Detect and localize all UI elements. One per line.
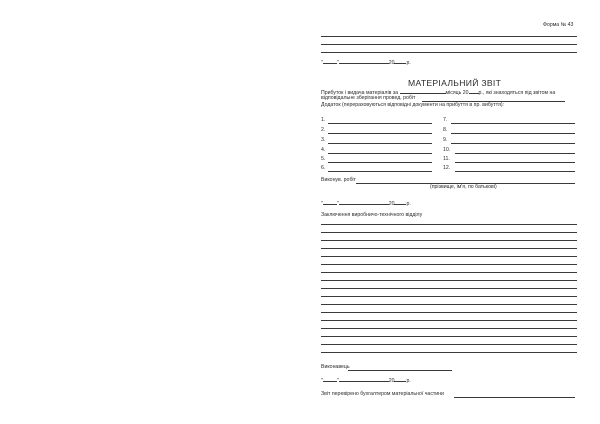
attachment-number: 7. [443, 117, 448, 123]
conclusion-line[interactable] [321, 264, 577, 265]
conclusion-line[interactable] [321, 288, 577, 289]
attachment-field[interactable] [328, 133, 432, 134]
attachment-label: Додаток (перераховуються відповідні документи на прибуття в пр. вибуття): [321, 102, 505, 108]
attachment-field[interactable] [455, 171, 575, 172]
conclusion-line[interactable] [321, 224, 577, 225]
form-number: Форма № 43 [543, 22, 574, 28]
conclusion-line[interactable] [321, 296, 577, 297]
conclusion-line[interactable] [321, 304, 577, 305]
intro-year-field[interactable] [469, 89, 479, 94]
day-field[interactable] [323, 200, 337, 205]
attachment-field[interactable] [451, 133, 575, 134]
conclusion-label: Заключення виробничо-технічного відділу [321, 212, 423, 218]
accountant-signature-field[interactable] [454, 397, 575, 398]
intro-line-2: відповідальне зберігання провед. робіт [321, 95, 416, 101]
executor-label: Виконув. робіт [321, 177, 356, 183]
date-line-top: " " 20 р. [321, 60, 411, 66]
performer-signature-field[interactable] [348, 370, 452, 371]
attachment-number: 3. [321, 137, 326, 143]
year-field[interactable] [394, 377, 406, 382]
conclusion-line[interactable] [321, 320, 577, 321]
top-line-3[interactable] [321, 52, 577, 53]
date-line-bottom: " " 20 р. [321, 378, 411, 384]
intro-line-1: Прибуток і видача матеріалів за місяць 20 р., які знаходяться під звітом на [321, 90, 556, 96]
conclusion-line[interactable] [321, 256, 577, 257]
conclusion-line[interactable] [321, 248, 577, 249]
executor-hint: (прізвище, ім'я, по батькові) [430, 184, 497, 190]
conclusion-line[interactable] [321, 312, 577, 313]
conclusion-line[interactable] [321, 328, 577, 329]
page-title: МАТЕРІАЛЬНИЙ ЗВІТ [408, 78, 502, 88]
attachment-number: 8. [443, 127, 448, 133]
accountant-label: Звіт перевірено бухгалтером матеріальної частини [321, 391, 444, 397]
day-field[interactable] [323, 377, 337, 382]
attachment-field[interactable] [455, 162, 575, 163]
conclusion-line[interactable] [321, 280, 577, 281]
month-field[interactable] [339, 377, 389, 382]
conclusion-line[interactable] [321, 336, 577, 337]
day-field[interactable] [323, 59, 337, 64]
attachment-number: 9. [443, 137, 448, 143]
attachment-number: 4. [321, 147, 326, 153]
attachment-field[interactable] [328, 123, 432, 124]
attachment-field[interactable] [451, 143, 575, 144]
attachment-number: 5. [321, 156, 326, 162]
attachment-field[interactable] [328, 143, 432, 144]
attachment-number: 2. [321, 127, 326, 133]
conclusion-line[interactable] [321, 344, 577, 345]
conclusion-line[interactable] [321, 240, 577, 241]
attachment-field[interactable] [328, 162, 432, 163]
conclusion-line[interactable] [321, 232, 577, 233]
top-line-1[interactable] [321, 36, 577, 37]
top-line-2[interactable] [321, 44, 577, 45]
conclusion-line[interactable] [321, 272, 577, 273]
month-field[interactable] [339, 59, 389, 64]
month-name-field[interactable] [400, 89, 446, 94]
attachment-field[interactable] [328, 171, 432, 172]
year-field[interactable] [394, 59, 406, 64]
attachment-number: 10. [443, 147, 451, 153]
date-line-middle: " " 20 р. [321, 201, 411, 207]
attachment-field[interactable] [455, 153, 575, 154]
year-field[interactable] [394, 200, 406, 205]
attachment-number: 12. [443, 165, 451, 171]
attachment-field[interactable] [328, 153, 432, 154]
conclusion-line[interactable] [321, 352, 577, 353]
attachment-number: 1. [321, 117, 326, 123]
attachment-field[interactable] [451, 123, 575, 124]
attachment-number: 11. [443, 156, 450, 162]
month-field[interactable] [339, 200, 389, 205]
attachment-number: 6. [321, 165, 326, 171]
performer-label: Виконавець [321, 364, 350, 370]
